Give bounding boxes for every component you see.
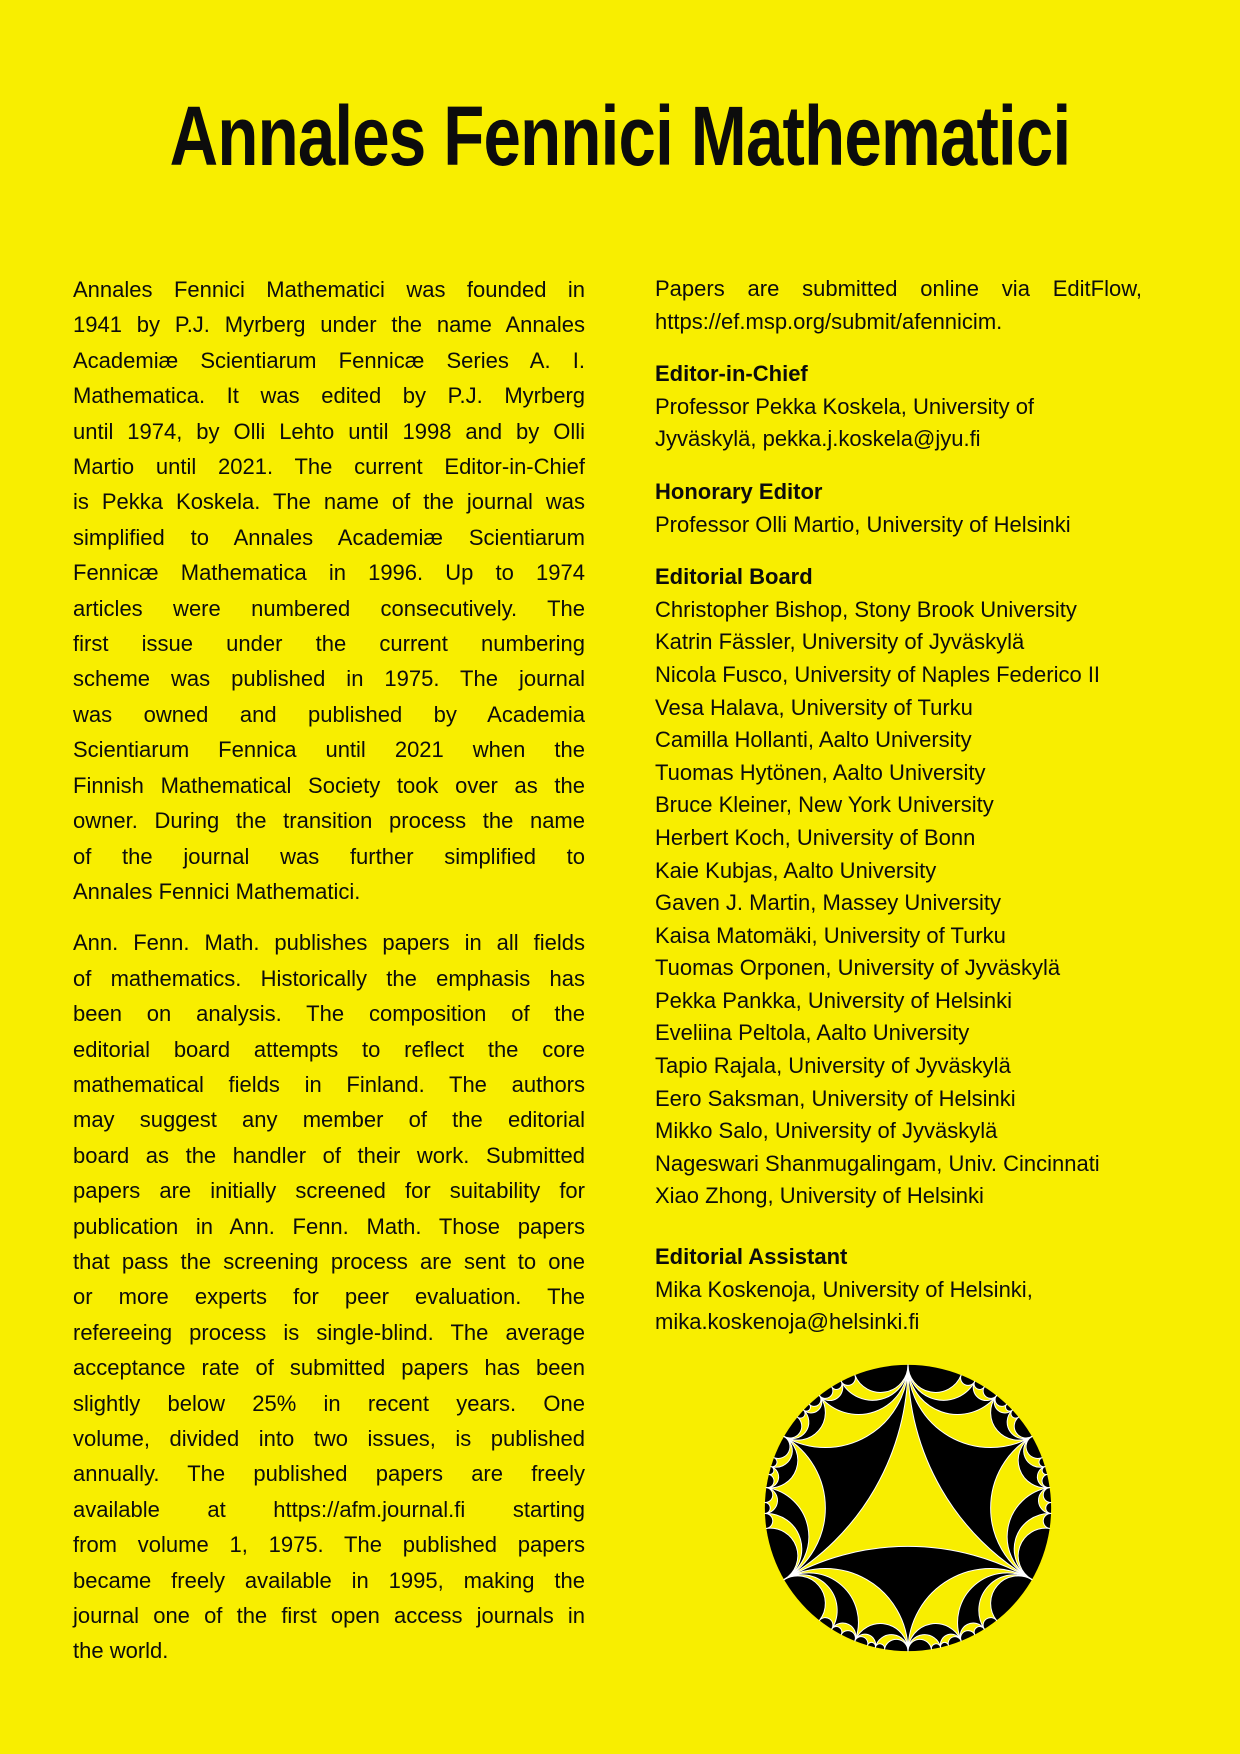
text-line: Eveliina Peltola, Aalto University [655, 1020, 970, 1046]
text-line: Academiæ Scientiarum Fennicæ Series A. I. [73, 347, 585, 373]
text-line: Kaie Kubjas, Aalto University [655, 857, 937, 883]
left-column [73, 272, 585, 1669]
text-line: slightly below 25% in recent years. One [73, 1390, 585, 1416]
section-heading: Editor-in-Chief [655, 361, 808, 387]
text-line: Fennicæ Mathematica in 1996. Up to 1974 [73, 560, 585, 586]
text-line: Bruce Kleiner, New York University [655, 792, 994, 818]
text-line: Mikko Salo, University of Jyväskylä [655, 1118, 998, 1144]
text-line: available at https://afm.journal.fi starting [73, 1496, 585, 1522]
text-line: Annales Fennici Mathematici was founded in [73, 277, 585, 302]
text-line: Pekka Pankka, University of Helsinki [655, 987, 1013, 1013]
text-line: Gaven J. Martin, Massey University [655, 890, 1001, 916]
text-line: until 1974, by Olli Lehto until 1998 and by Olli [73, 418, 585, 444]
text-line: first issue under the current numbering [73, 631, 585, 657]
editor-sections [655, 358, 1142, 1339]
text-line: Tuomas Orponen, University of Jyväskylä [655, 955, 1061, 981]
text-line: articles were numbered consecutively. The [73, 595, 585, 621]
text-line: refereeing process is single-blind. The average [73, 1319, 585, 1345]
text-line: papers are initially screened for suitability for [73, 1178, 585, 1204]
page-title: Annales Fennici Mathematici [169, 89, 1071, 183]
text-line: is Pekka Koskela. The name of the journal was [73, 489, 585, 515]
text-line: Mathematica. It was edited by P.J. Myrberg [73, 383, 585, 409]
text-line: Finnish Mathematical Society took over as the [73, 772, 585, 798]
text-line: of the journal was further simplified to [73, 843, 585, 869]
text-line: Herbert Koch, University of Bonn [655, 824, 976, 850]
section-heading: Honorary Editor [655, 478, 823, 504]
text-line: became freely available in 1995, making the [73, 1567, 585, 1593]
paragraph [73, 272, 585, 909]
text-line: Martio until 2021. The current Editor-in-Chief [73, 454, 585, 480]
section-honorary-editor [655, 476, 1142, 541]
text-line: mathematical fields in Finland. The authors [73, 1071, 585, 1097]
text-line: Christopher Bishop, Stony Brook University [655, 596, 1077, 622]
text-line: from volume 1, 1975. The published papers [73, 1532, 585, 1558]
text-line: Professor Olli Martio, University of Helsinki [655, 511, 1071, 537]
paragraph [73, 925, 585, 1669]
text-line: or more experts for peer evaluation. The [73, 1284, 585, 1310]
text-line: Papers are submitted online via EditFlow, [655, 276, 1142, 301]
section-heading: Editorial Assistant [655, 1244, 848, 1270]
text-line: Camilla Hollanti, Aalto University [655, 727, 972, 753]
text-line: scheme was published in 1975. The journal [73, 666, 585, 692]
submission-info [655, 273, 1142, 338]
section-editorial-board [655, 561, 1142, 1213]
text-line: mika.koskenoja@helsinki.fi [655, 1309, 920, 1335]
text-line: the world. [73, 1638, 169, 1664]
text-line: board as the handler of their work. Submitted [73, 1142, 585, 1168]
text-line: of mathematics. Historically the emphasis has [73, 965, 585, 991]
text-line: Xiao Zhong, University of Helsinki [655, 1183, 984, 1209]
text-line: Scientiarum Fennica until 2021 when the [73, 737, 585, 763]
text-line: Nageswari Shanmugalingam, Univ. Cincinnati [655, 1150, 1100, 1176]
text-line: Jyväskylä, pekka.j.koskela@jyu.fi [655, 426, 981, 452]
text-line: simplified to Annales Academiæ Scientiarum [73, 524, 585, 550]
text-line: Tapio Rajala, University of Jyväskylä [655, 1053, 1011, 1079]
text-line: Mika Koskenoja, University of Helsinki, [655, 1276, 1033, 1302]
text-line: Annales Fennici Mathematici. [73, 878, 361, 904]
text-line: journal one of the first open access journals in [73, 1603, 585, 1629]
section-heading: Editorial Board [655, 564, 813, 590]
text-line: Katrin Fässler, University of Jyväskylä [655, 629, 1025, 655]
text-line: Vesa Halava, University of Turku [655, 694, 973, 720]
text-line: Ann. Fenn. Math. publishes papers in all fields [73, 930, 585, 956]
text-line: volume, divided into two issues, is published [73, 1426, 585, 1451]
text-line: was owned and published by Academia [73, 701, 585, 727]
text-line: may suggest any member of the editorial [73, 1107, 585, 1133]
text-line: that pass the screening process are sent to one [73, 1248, 585, 1274]
text-line: annually. The published papers are freely [73, 1461, 585, 1487]
text-line: 1941 by P.J. Myrberg under the name Annales [73, 312, 585, 338]
right-column [655, 273, 1142, 1339]
text-line: editorial board attempts to reflect the core [73, 1036, 585, 1062]
text-line: been on analysis. The composition of the [73, 1001, 585, 1027]
text-line: publication in Ann. Fenn. Math. Those papers [73, 1213, 585, 1239]
journal-logo [762, 1362, 1054, 1654]
section-editor-in-chief [655, 358, 1142, 456]
text-line: Tuomas Hytönen, Aalto University [655, 759, 986, 785]
hyperbolic-tiling-icon [762, 1362, 1054, 1654]
text-line: owner. During the transition process the name [73, 808, 585, 834]
section-editorial-assistant [655, 1241, 1142, 1339]
text-line: Kaisa Matomäki, University of Turku [655, 922, 1006, 948]
text-line: https://ef.msp.org/submit/afennicim. [655, 308, 1003, 334]
text-line: Nicola Fusco, University of Naples Federico II [655, 661, 1101, 687]
text-line: Eero Saksman, University of Helsinki [655, 1085, 1016, 1111]
text-line: Professor Pekka Koskela, University of [655, 393, 1035, 419]
text-line: acceptance rate of submitted papers has been [73, 1355, 585, 1381]
